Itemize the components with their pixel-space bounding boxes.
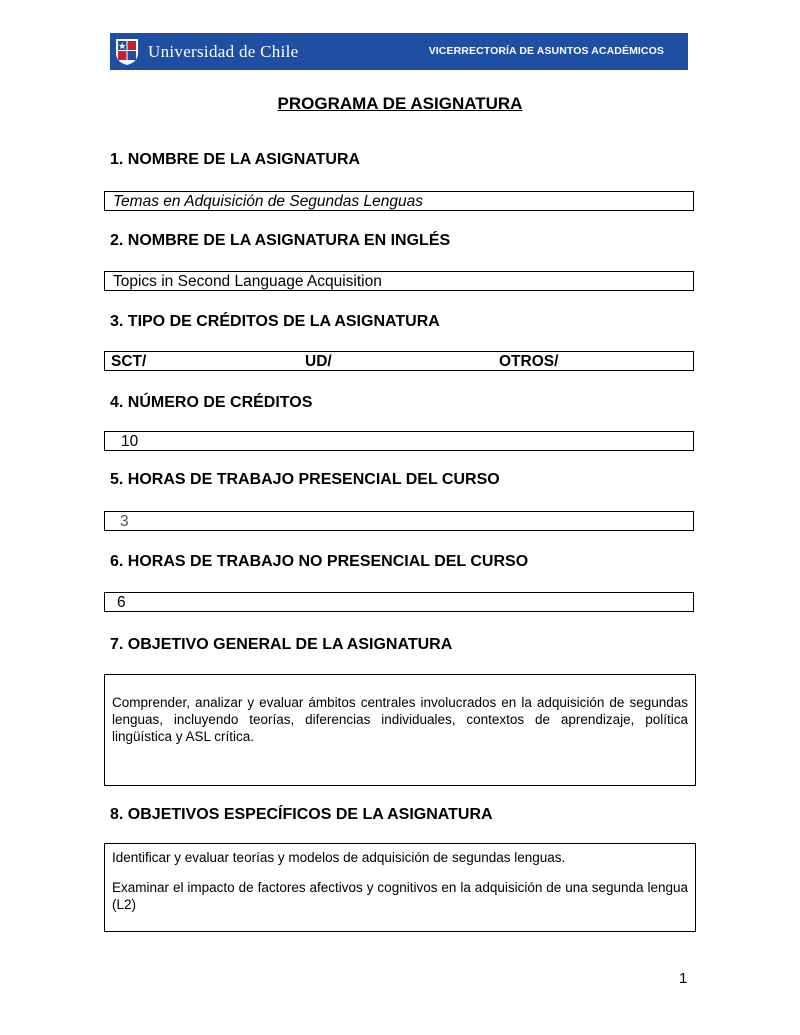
credit-number-value: 10 <box>121 433 139 450</box>
non-presential-hours-field <box>104 592 694 612</box>
section-4-heading: 4. NÚMERO DE CRÉDITOS <box>110 394 313 411</box>
credit-number-field <box>104 431 694 451</box>
course-name-english-value: Topics in Second Language Acquisition <box>113 273 382 290</box>
general-objective-box <box>104 674 696 786</box>
course-name-value: Temas en Adquisición de Segundas Lenguas <box>113 193 423 210</box>
general-objective-text: Comprender, analizar y evaluar ámbitos centrales involucrados en la adquisición de segundas lenguas, incluyendo teorías, diferencias individuales, contextos de aprendizaje, política lingüística y ASL crítica. <box>112 695 688 744</box>
presential-hours-value: 3 <box>120 513 129 530</box>
header-banner <box>110 33 688 70</box>
specific-objective-item: Identificar y evaluar teorías y modelos de adquisición de segundas lenguas. <box>112 850 566 865</box>
credit-type-ud: UD/ <box>305 353 332 370</box>
credit-type-field <box>104 351 694 371</box>
credit-type-otros: OTROS/ <box>499 353 559 370</box>
presential-hours-field <box>104 511 694 531</box>
office-name: VICERRECTORÍA DE ASUNTOS ACADÉMICOS <box>428 45 664 57</box>
specific-objective-item: Examinar el impacto de factores afectivos y cognitivos en la adquisición de una segunda lengua (L2) <box>112 880 688 912</box>
section-2-heading: 2. NOMBRE DE LA ASIGNATURA EN INGLÉS <box>110 232 451 249</box>
section-8-heading: 8. OBJETIVOS ESPECÍFICOS DE LA ASIGNATURA <box>110 806 493 823</box>
section-1-heading: 1. NOMBRE DE LA ASIGNATURA <box>110 151 361 168</box>
specific-objectives-box <box>104 843 696 932</box>
page-number: 1 <box>679 970 688 987</box>
section-6-heading: 6. HORAS DE TRABAJO NO PRESENCIAL DEL CURSO <box>110 553 529 570</box>
university-name: Universidad de Chile <box>148 42 299 61</box>
section-5-heading: 5. HORAS DE TRABAJO PRESENCIAL DEL CURSO <box>110 471 500 488</box>
university-crest-icon <box>114 37 140 66</box>
course-name-english-field <box>104 271 694 291</box>
section-3-heading: 3. TIPO DE CRÉDITOS DE LA ASIGNATURA <box>110 313 440 330</box>
section-7-heading: 7. OBJETIVO GENERAL DE LA ASIGNATURA <box>110 636 453 653</box>
document-title: PROGRAMA DE ASIGNATURA <box>277 94 523 113</box>
non-presential-hours-value: 6 <box>117 594 126 611</box>
course-name-field <box>104 191 694 211</box>
credit-type-sct: SCT/ <box>111 353 147 370</box>
